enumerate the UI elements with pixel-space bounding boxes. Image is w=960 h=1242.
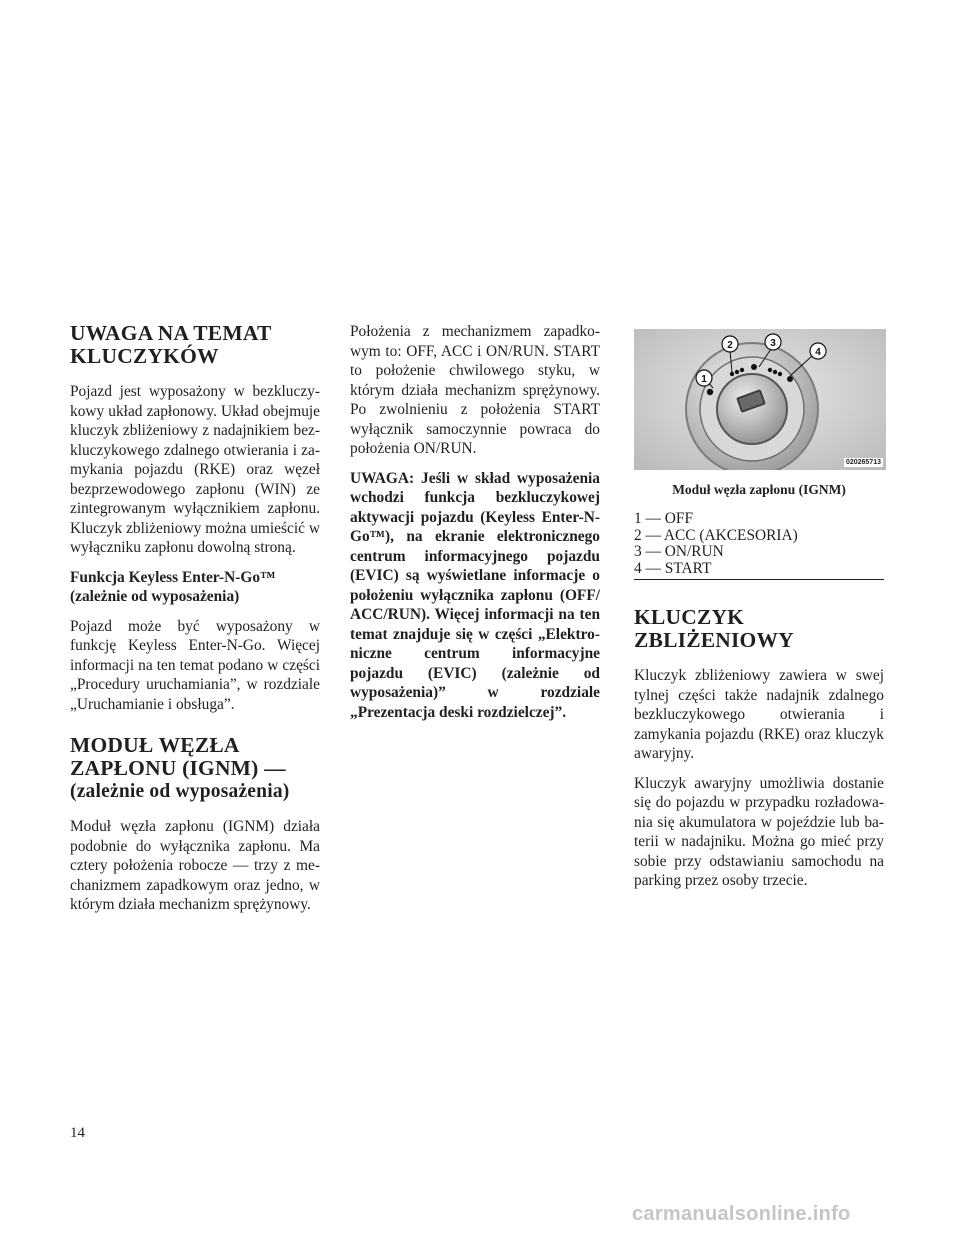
figure-caption: Moduł węzła zapłonu (IGNM): [672, 482, 846, 497]
watermark: carmanualsonline.info: [632, 1203, 851, 1225]
paragraph-keyless-enter-n-go: Pojazd może być wyposażony w funkcję Keyless Enter-N-Go. Więcej informacji na ten temat podano w części „Procedury uruchamiania”, w rozdziale „Uruchamianie i obsługa”.: [70, 617, 320, 713]
figure-code: 020265713: [845, 459, 881, 466]
section-heading-proximity-key: KLUCZYK ZBLIŻENIOWY: [634, 605, 794, 652]
left-column: [70, 322, 320, 925]
legend-item: 4 — START: [634, 559, 712, 577]
subheading-line: (zależnie od wyposażenia): [70, 588, 240, 605]
ignm-figure: [634, 329, 886, 470]
svg-text:3: 3: [770, 338, 776, 349]
paragraph-keyless-system: Pojazd jest wyposażony w bezkluczykowy układ zapłonowy. Układ obejmuje kluczyk zbliżeniowy z nadajnikiem bezkluczykowego zdalnego otwierania i zamykania pojazdu (RKE) oraz węzeł bezprzewodowego zapłonu (WIN) ze zintegrowanym wyłącznikiem zapłonu. Kluczyk zbliżeniowy można umieścić w wyłączniku zapłonu dowolną stroną.: [70, 383, 320, 556]
paragraph-ignm-description: Moduł węzła zapłonu (IGNM) działa podobnie do wyłącznika zapłonu. Ma cztery położenia robocze — trzy z mechanizmem zapadkowym oraz jedno, w którym działa mechanizm sprężynowy.: [70, 818, 320, 913]
callout-1: [696, 370, 712, 386]
figure-legend: [634, 511, 884, 580]
right-column: [634, 329, 884, 901]
svg-text:1: 1: [701, 374, 707, 385]
legend-item: 2 — ACC (AKCESORIA): [634, 526, 798, 544]
section-heading-ignm: [70, 734, 320, 803]
heading-subline: (zależnie od wyposażenia): [70, 781, 290, 802]
svg-text:4: 4: [815, 347, 821, 358]
middle-column: [350, 322, 600, 732]
heading-line: MODUŁ WĘZŁA: [70, 733, 240, 757]
page-number: 14: [70, 1125, 85, 1141]
subheading-keyless-enter-n-go: [70, 568, 320, 607]
callout-3: [765, 334, 781, 350]
heading-line: KLUCZYKÓW: [70, 344, 219, 368]
svg-text:2: 2: [727, 340, 733, 351]
heading-line: ZAPŁONU (IGNM) —: [70, 756, 286, 780]
subheading-line: Funkcja Keyless Enter-N-Go™: [70, 568, 276, 586]
note-evic: UWAGA: Jeśli w skład wyposażenia wchodzi funkcja bezkluczykowej aktywacji pojazdu (Keyless Enter-N-Go™), na ekranie elektronicznego centrum informacyjnego pojazdu (EVIC) są wyświetlane informacje o położeniu wyłącznika zapłonu (OFF/ ACC/RUN). Więcej informacji na ten temat znajduje się w części „Elektroniczne centrum informacyjne pojazdu (EVIC) (zależnie od wyposażenia)” w rozdziale „Prezentacja deski rozdzielczej”.: [350, 469, 600, 721]
paragraph-proximity-key: Kluczyk zbliżeniowy zawiera w swej tylnej części także nadajnik zdalnego bezkluczykowego otwierania i zamykania pojazdu (RKE) oraz kluczyk awaryjny.: [634, 667, 884, 762]
legend-item: 3 — ON/RUN: [634, 543, 724, 560]
heading-line: UWAGA NA TEMAT: [70, 321, 272, 345]
callout-4: [810, 343, 826, 359]
legend-item: 1 — OFF: [634, 510, 694, 527]
section-heading-key-notes: [70, 322, 320, 368]
paragraph-emergency-key: Kluczyk awaryjny umożliwia dostanie się do pojazdu w przypadku rozładowania się akumulatora w pojeździe lub baterii w nadajniku. Można go mieć przy sobie przy odstawianiu samochodu na parking przez osoby trzecie.: [634, 774, 884, 889]
ignition-switch-illustration: [634, 329, 886, 470]
callout-2: [722, 336, 738, 352]
paragraph-positions: Położenia z mechanizmem zapadkowym to: OFF, ACC i ON/RUN. START to położenie chwilowego styku, w którym działa mechanizm sprężynowy. Po zwolnieniu z położenia START wyłącznik samoczynnie powraca do położenia ON/RUN.: [350, 323, 600, 457]
